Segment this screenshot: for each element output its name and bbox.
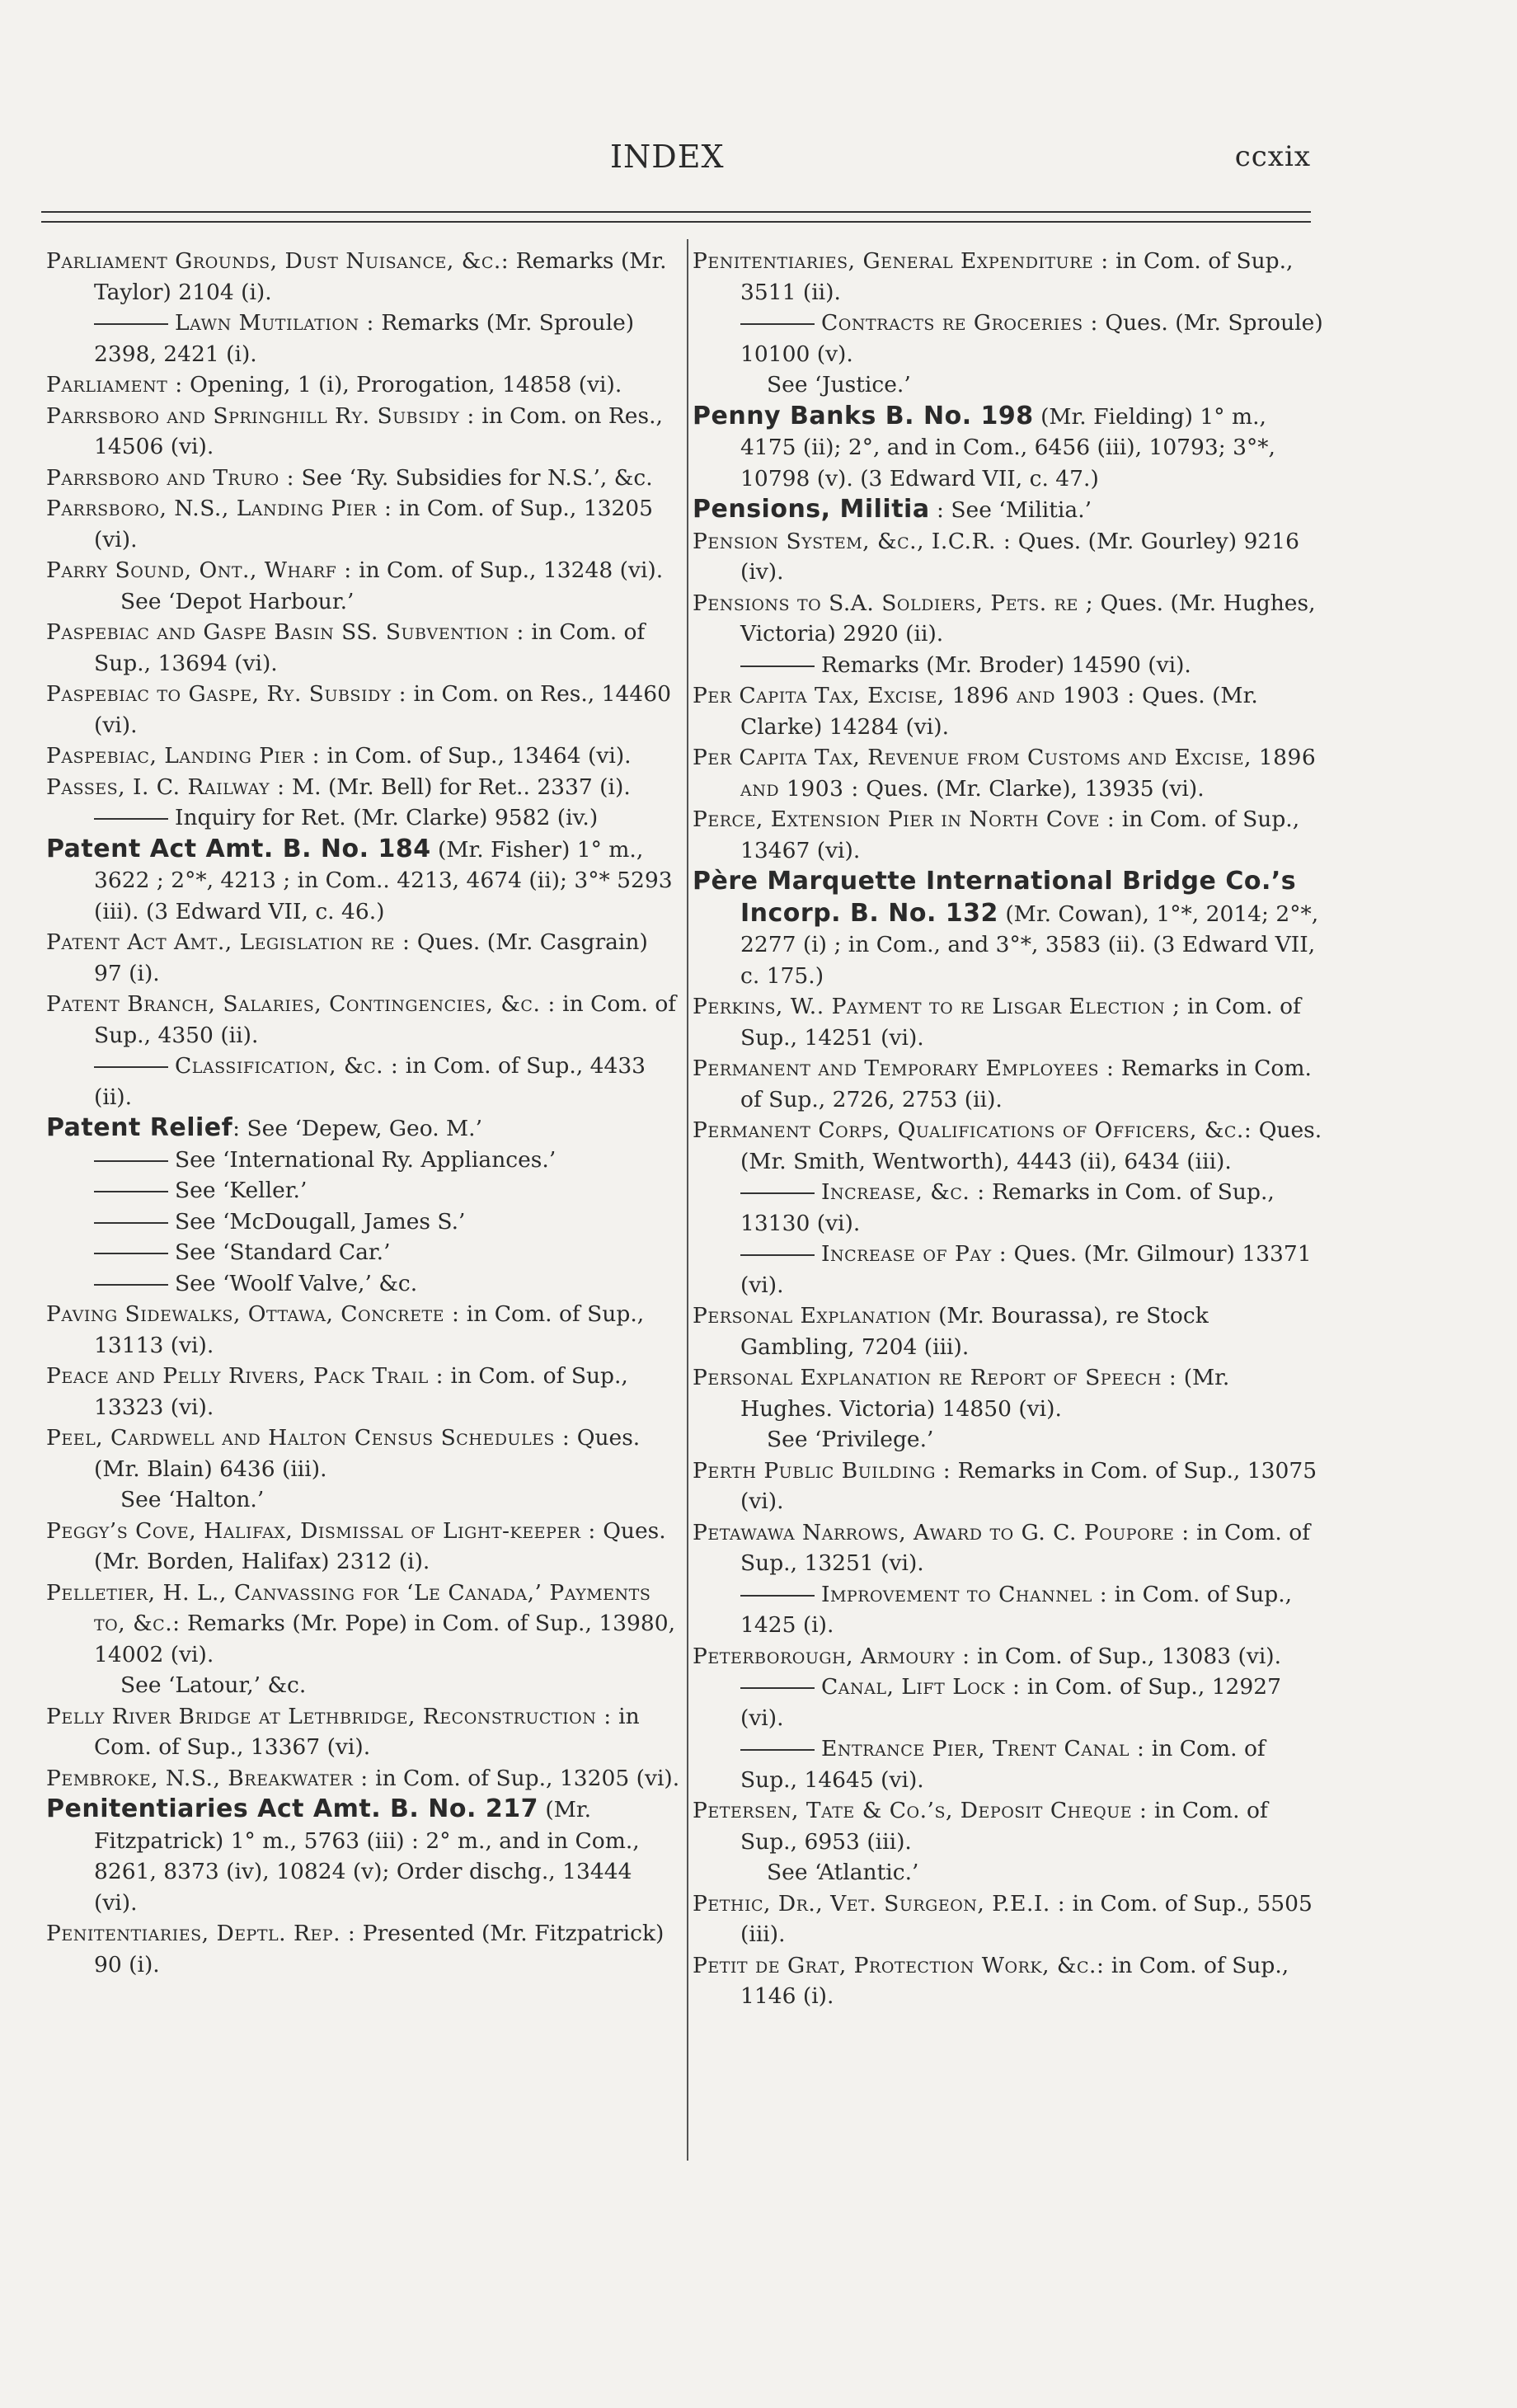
entry-text: Inquiry for Ret. (Mr. Clarke) 9582 (iv.) [175,805,599,830]
entry-heading: Improvement to Channel : [821,1581,1108,1607]
entry-text: Ques. (Mr. Clarke), 13935 (vi). [858,775,1205,802]
entry-heading: Pethic, Dr., Vet. Surgeon, P.E.I. : [693,1890,1066,1917]
ditto-dash [740,665,815,667]
index-entry [693,866,1327,991]
index-entry [693,680,1327,742]
entry-heading: Perth Public Building : [693,1457,951,1484]
entry-text: in Com. of Sup., 14645 (vi). [740,1736,1266,1793]
entry-heading: Lawn Mutilation : [175,310,374,336]
entry-heading: Permanent and Temporary Employees : [693,1056,1115,1081]
entry-text: in Com. of Sup., 5505 (iii). [740,1890,1313,1947]
see-reference: See ‘Halton.’ [120,1487,265,1512]
entry-heading: Parrsboro and Truro : [46,464,295,491]
index-entry [693,1733,1327,1795]
index-entry [46,493,681,555]
index-entry [693,1950,1327,2012]
index-entry [46,989,681,1051]
entry-text: in Com. of Sup., 3511 (ii). [740,248,1294,305]
page-number: ccxix [1234,140,1311,173]
entry-heading: Peterborough, Armoury : [693,1643,970,1669]
entry-heading: Petawawa Narrows, Award to G. C. Poupore : [693,1519,1190,1545]
see-reference: See ‘Depot Harbour.’ [120,588,355,614]
ditto-dash [740,1687,815,1689]
index-entry [46,1361,681,1423]
index-entry [46,369,681,401]
entry-text: Remarks (Mr. Sproule) 2398, 2421 (i). [94,310,635,367]
entry-heading: Patent Branch, Salaries, Contingencies, &c. : [46,991,556,1017]
entry-heading: Paving Sidewalks, Ottawa, Concrete : [46,1301,460,1327]
index-entry [46,1112,681,1145]
entry-heading: Pelletier, H. L., Canvassing for ‘Le Canada,’ Payments to, &c.: [46,1579,651,1636]
entry-heading: Peggy’s Cove, Halifax, Dismissal of Light-keeper : [46,1517,596,1544]
entry-text: in Com. of Sup., 1425 (i). [740,1581,1293,1638]
entry-text: Ques. (Mr. Gourley) 9216 (iv). [740,528,1299,585]
index-entry [46,741,681,772]
ditto-dash [740,1192,815,1194]
entry-text: in Com. of Sup., 13248 (vi). [351,557,664,583]
index-entry [46,679,681,741]
entry-heading: Increase of Pay : [821,1241,1007,1267]
entry-heading: Perce, Extension Pier in North Cove : [693,807,1115,832]
entry-heading: Personal Explanation [693,1303,932,1329]
entry-heading: Petersen, Tate & Co.’s, Deposit Cheque : [693,1798,1148,1823]
index-entry [693,1579,1327,1641]
index-entry [46,555,681,586]
entry-heading: Parliament : [46,372,183,397]
index-entry [46,1701,681,1763]
index-entry [46,1145,681,1176]
column-divider [687,239,688,2161]
index-entry [46,1484,681,1516]
index-column-right [693,246,1327,2012]
entry-heading: Per Capita Tax, Excise, 1896 and 1903 : [693,683,1135,708]
entry-heading: Increase, &c. : [821,1179,985,1205]
entry-text: in Com. of Sup., 4350 (ii). [94,991,677,1048]
entry-heading: Paspebiac and Gaspe Basin SS. Subvention : [46,619,524,645]
entry-heading: Pembroke, N.S., Breakwater : [46,1765,369,1791]
index-entry [693,1424,1327,1456]
index-entry [693,526,1327,588]
index-entry [46,463,681,494]
entry-text: in Com. of Sup., 13205 (vi). [368,1765,680,1791]
entry-text: See ‘McDougall, James S.’ [175,1208,466,1235]
entry-text: in Com. of Sup., 13694 (vi). [94,619,646,676]
ditto-dash [94,323,168,325]
entry-heading: Parrsboro, N.S., Landing Pier : [46,496,392,521]
header-rule [41,211,1311,223]
entry-heading: Penitentiaries, Deptl. Rep. : [46,1921,356,1946]
index-entry [693,369,1327,401]
index-entry [693,991,1327,1053]
index-entry [693,1795,1327,1857]
ditto-dash [94,818,168,820]
entry-heading: Permanent Corps, Qualifications of Officers, &c.: [693,1117,1252,1143]
index-entry [46,1206,681,1238]
see-reference: See ‘Atlantic.’ [767,1860,919,1885]
index-entry [46,802,681,834]
entry-heading: Contracts re Groceries : [821,310,1098,336]
entry-heading: Entrance Pier, Trent Canal : [821,1736,1145,1761]
entry-text: (Mr. Fitzpatrick) 1° m., 5763 (iii) : 2° m., and in Com., 8261, 8373 (iv), 10824 (v); Order dischg., 13444 (vi). [94,1797,640,1916]
index-entry [693,588,1327,650]
see-reference: See ‘Latour,’ &c. [120,1672,307,1698]
entry-text: Remarks in Com. of Sup., 2726, 2753 (ii). [740,1056,1312,1112]
ditto-dash [740,1595,815,1597]
index-column-left [46,246,681,1980]
entry-text: in Com. of Sup., 1146 (i). [740,1952,1289,2009]
index-entry [46,834,681,928]
index-entry [46,1794,681,1918]
entry-text: in Com. of Sup., 13251 (vi). [740,1519,1311,1576]
ditto-dash [94,1284,168,1286]
entry-text: : See ‘Depew, Geo. M.’ [232,1116,483,1141]
entry-text: in Com. of Sup., 13205 (vi). [94,496,654,553]
index-entry [693,1888,1327,1950]
bill-heading: Patent Relief [46,1113,233,1142]
entry-text: See ‘Keller.’ [175,1178,308,1203]
entry-text: Remarks in Com. of Sup., 13130 (vi). [740,1179,1275,1236]
index-entry [693,1053,1327,1115]
index-entry [693,1300,1327,1362]
index-entry [693,308,1327,369]
index-entry [46,772,681,803]
entry-text: in Com. of Sup., 13113 (vi). [94,1301,645,1358]
entry-text: in Com. of Sup., 14251 (vi). [740,994,1301,1051]
page-title: INDEX [610,139,725,175]
entry-heading: Per Capita Tax, Revenue from Customs and Excise, 1896 and 1903 : [693,745,1317,802]
entry-heading: Canal, Lift Lock : [821,1674,1021,1700]
entry-text: (Mr. Bourassa), re Stock Gambling, 7204 (iii). [740,1303,1209,1360]
entry-text: in Com. of Sup., 13464 (vi). [320,743,632,769]
entry-heading: Classification, &c. : [175,1053,399,1079]
entry-text: in Com. on Res., 14506 (vi). [94,402,663,459]
entry-text: See ‘Ry. Subsidies for N.S.’, &c. [294,464,653,491]
entry-text: (Mr. Cowan), 1°*, 2014; 2°*, 2277 (i) ; in Com., and 3°*, 3583 (ii). (3 Edward VII, c. 175.) [740,901,1319,989]
entry-heading: Peace and Pelly Rivers, Pack Trail : [46,1363,444,1389]
entry-text: Remarks (Mr. Taylor) 2104 (i). [94,248,667,305]
entry-text: Ques. (Mr. Blain) 6436 (iii). [94,1425,641,1482]
index-entry [693,650,1327,681]
index-entry [46,1237,681,1268]
index-entry [693,494,1327,526]
entry-text: Ques. (Mr. Sproule) 10100 (v). [740,310,1323,367]
ditto-dash [94,1253,168,1254]
index-entry [693,1456,1327,1517]
entry-text: in Com. of Sup., 13367 (vi). [94,1703,640,1760]
entry-heading: Pelly River Bridge at Lethbridge, Reconstruction : [46,1703,612,1729]
index-entry [693,1177,1327,1239]
index-entry [46,308,681,369]
entry-heading: Paspebiac to Gaspe, Ry. Subsidy : [46,681,407,707]
index-entry [693,1517,1327,1579]
entry-text: in Com. on Res., 14460 (vi). [94,681,671,738]
index-entry [46,1516,681,1578]
entry-text: in Com. of Sup., 13467 (vi). [740,807,1300,863]
entry-text: in Com. of Sup., 13323 (vi). [94,1363,628,1420]
index-entry [693,1115,1327,1177]
entry-text: Opening, 1 (i), Prorogation, 14858 (vi). [182,372,622,397]
entry-heading: Paspebiac, Landing Pier : [46,743,321,769]
index-entry [693,1641,1327,1672]
index-entry [693,1362,1327,1424]
ditto-dash [94,1066,168,1068]
entry-heading: Parliament Grounds, Dust Nuisance, &c.: [46,248,510,274]
index-entry [46,1578,681,1671]
ditto-dash [740,1749,815,1751]
index-entry [693,742,1327,804]
index-entry [46,1299,681,1361]
entry-text: : See ‘Militia.’ [929,497,1092,523]
index-entry [46,586,681,618]
index-entry [46,1268,681,1300]
entry-heading: Pension System, &c., I.C.R. : [693,528,1012,554]
index-entry [46,1918,681,1980]
index-entry [46,1051,681,1112]
ditto-dash [94,1191,168,1192]
entry-text: Ques. (Mr. Gilmour) 13371 (vi). [740,1241,1312,1298]
index-entry [693,1239,1327,1300]
index-entry [693,804,1327,866]
entry-text: in Com. of Sup., 13083 (vi). [970,1643,1282,1669]
index-entry [693,1672,1327,1733]
entry-text: (Mr. Fielding) 1° m., 4175 (ii); 2°, and in Com., 6456 (iii), 10793; 3°*, 10798 (v). (3 Edward VII, c. 47.) [740,403,1275,491]
entry-heading: Parrsboro and Springhill Ry. Subsidy : [46,402,475,429]
entry-text: See ‘International Ry. Appliances.’ [175,1146,557,1173]
entry-text: Ques. (Mr. Hughes, Victoria) 2920 (ii). [740,590,1316,647]
entry-heading: Petit de Grat, Protection Work, &c.: [693,1952,1105,1978]
entry-text: Remarks (Mr. Pope) in Com. of Sup., 13980, 14002 (vi). [94,1611,676,1667]
index-entry [46,1670,681,1701]
ditto-dash [740,1254,815,1256]
entry-heading: Perkins, W.. Payment to re Lisgar Election ; [693,994,1181,1019]
entry-text: Remarks in Com. of Sup., 13075 (vi). [740,1457,1317,1514]
index-entry [46,1763,681,1794]
index-entry [693,246,1327,308]
see-reference: See ‘Justice.’ [767,372,911,397]
entry-text: (Mr. Hughes. Victoria) 14850 (vi). [740,1365,1230,1422]
entry-text: Ques. (Mr. Smith, Wentworth), 4443 (ii), 6434 (iii). [740,1117,1322,1174]
entry-heading: Pensions to S.A. Soldiers, Pets. re ; [693,590,1094,616]
entry-text: Remarks (Mr. Broder) 14590 (vi). [821,651,1191,678]
entry-text: Presented (Mr. Fitzpatrick) 90 (i). [94,1921,665,1978]
index-entry [46,401,681,463]
entry-text: in Com. of Sup., 12927 (vi). [740,1674,1281,1731]
ditto-dash [740,323,815,325]
entry-heading: Parry Sound, Ont., Wharf : [46,557,352,583]
index-entry [46,617,681,679]
index-entry [46,927,681,989]
entry-heading: Personal Explanation re Report of Speech : [693,1365,1177,1390]
entry-text: Ques. (Mr. Casgrain) 97 (i). [94,929,648,986]
bill-heading: Père Marquette International Bridge Co.’s Incorp. B. No. 132 [693,867,1297,928]
entry-text: Ques. (Mr. Clarke) 14284 (vi). [740,683,1258,740]
bill-heading: Penny Banks B. No. 198 [693,401,1034,430]
page-header [0,139,1517,188]
index-entry [46,1423,681,1484]
entry-text: (Mr. Fisher) 1° m., 3622 ; 2°*, 4213 ; in Com.. 4213, 4674 (ii); 3°* 5293 (iii). (3 Edward VII, c. 46.) [94,836,673,924]
see-reference: See ‘Privilege.’ [767,1427,934,1452]
entry-text: M. (Mr. Bell) for Ret.. 2337 (i). [284,774,631,800]
index-entry [693,401,1327,495]
entry-heading: Penitentiaries, General Expenditure : [693,248,1109,274]
index-entry [46,246,681,308]
bill-heading: Penitentiaries Act Amt. B. No. 217 [46,1794,538,1823]
index-entry [693,1857,1327,1888]
bill-heading: Pensions, Militia [693,495,930,524]
entry-text: See ‘Standard Car.’ [175,1239,391,1265]
entry-text: Ques. (Mr. Borden, Halifax) 2312 (i). [94,1517,666,1574]
bill-heading: Patent Act Amt. B. No. 184 [46,834,431,863]
ditto-dash [94,1160,168,1162]
index-entry [46,1175,681,1206]
entry-heading: Passes, I. C. Railway : [46,774,285,800]
entry-text: in Com. of Sup., 4433 (ii). [94,1053,646,1110]
entry-heading: Peel, Cardwell and Halton Census Schedules : [46,1425,571,1451]
ditto-dash [94,1222,168,1224]
entry-text: See ‘Woolf Valve,’ &c. [175,1270,418,1296]
entry-heading: Patent Act Amt., Legislation re : [46,929,411,955]
entry-text: in Com. of Sup., 6953 (iii). [740,1798,1268,1855]
